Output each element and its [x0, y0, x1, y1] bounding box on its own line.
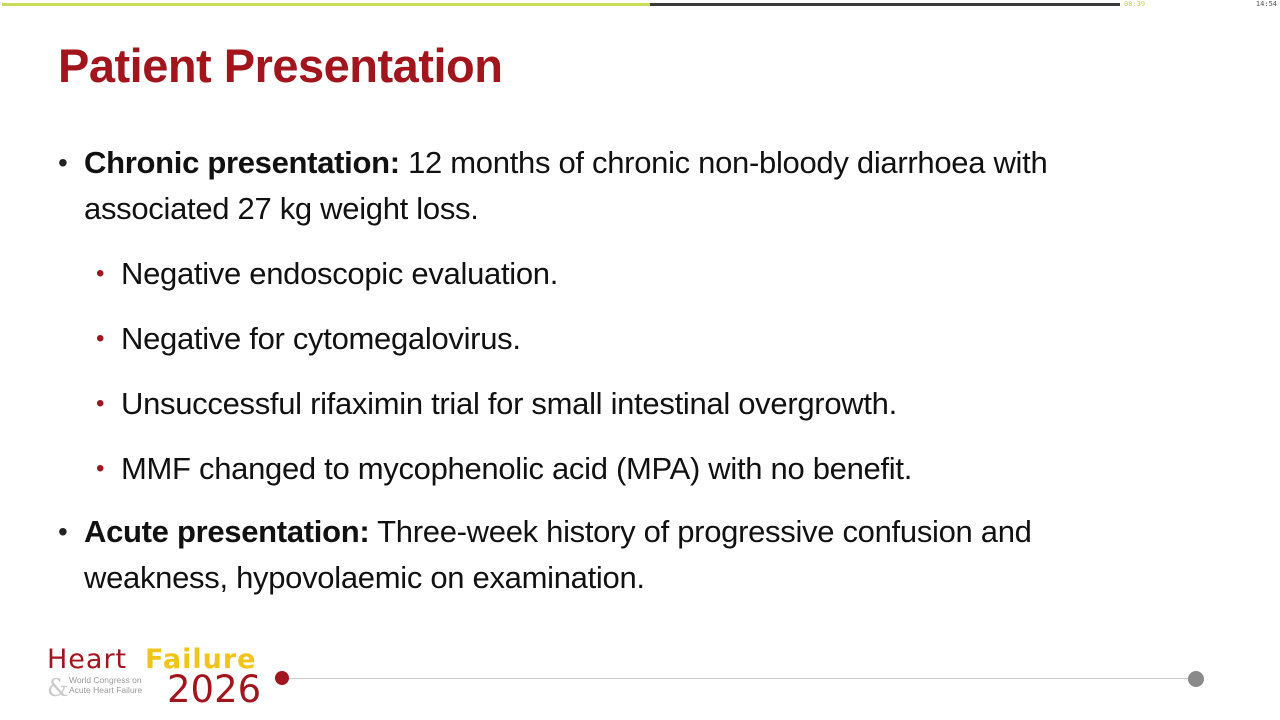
- logo-ampersand: &: [47, 674, 69, 702]
- video-progress-bar[interactable]: [0, 0, 1280, 9]
- sub-bullet-dot-icon: •: [96, 390, 105, 417]
- sub-bullet: [58, 316, 1178, 362]
- progress-fill: [2, 3, 650, 6]
- progress-track[interactable]: [2, 3, 1120, 6]
- elapsed-time: 08:39: [1124, 0, 1146, 8]
- bullet-lead: Acute presentation:: [84, 514, 370, 549]
- sub-bullet: [58, 251, 1178, 297]
- logo-subtitle-line2: Acute Heart Failure: [69, 685, 143, 695]
- sub-bullet: [58, 381, 1178, 427]
- sub-bullet-dot-icon: •: [96, 325, 105, 352]
- sub-bullet-text: Unsuccessful rifaximin trial for small intestinal overgrowth.: [121, 386, 897, 421]
- total-time: 14:54: [1255, 0, 1277, 8]
- timeline-end-dot: [1188, 671, 1204, 687]
- bullet-dot-icon: •: [58, 147, 68, 178]
- sub-bullet-dot-icon: •: [96, 455, 105, 482]
- timeline-start-dot: [275, 671, 289, 685]
- bullet-text: Three-week history of progressive confusion and weakness, hypovolaemic on examination.: [84, 514, 1032, 595]
- sub-bullet-text: MMF changed to mycophenolic acid (MPA) with no benefit.: [121, 451, 913, 486]
- logo-subtitle: [69, 675, 142, 695]
- bullet-acute: [58, 509, 1178, 601]
- logo-year: 2026: [167, 668, 262, 711]
- logo-word-failure: Failure: [145, 644, 257, 675]
- bullet-list: [58, 140, 1178, 601]
- bullet-text: 12 months of chronic non-bloody diarrhoea with associated 27 kg weight loss.: [84, 145, 1048, 226]
- heart-failure-logo: [47, 644, 277, 710]
- sub-bullet-dot-icon: •: [96, 260, 105, 287]
- timeline-line: [283, 678, 1195, 679]
- sub-bullet-text: Negative endoscopic evaluation.: [121, 256, 559, 291]
- slide-title: Patient Presentation: [58, 39, 503, 92]
- logo-word-heart: Heart: [47, 644, 128, 675]
- bullet-lead: Chronic presentation:: [84, 145, 400, 180]
- bullet-chronic: [58, 140, 1178, 232]
- logo-subtitle-line1: World Congress on: [69, 675, 142, 685]
- sub-bullet: [58, 446, 1178, 492]
- sub-bullet-text: Negative for cytomegalovirus.: [121, 321, 521, 356]
- footer-timeline: [275, 671, 1205, 687]
- bullet-dot-icon: •: [58, 516, 68, 547]
